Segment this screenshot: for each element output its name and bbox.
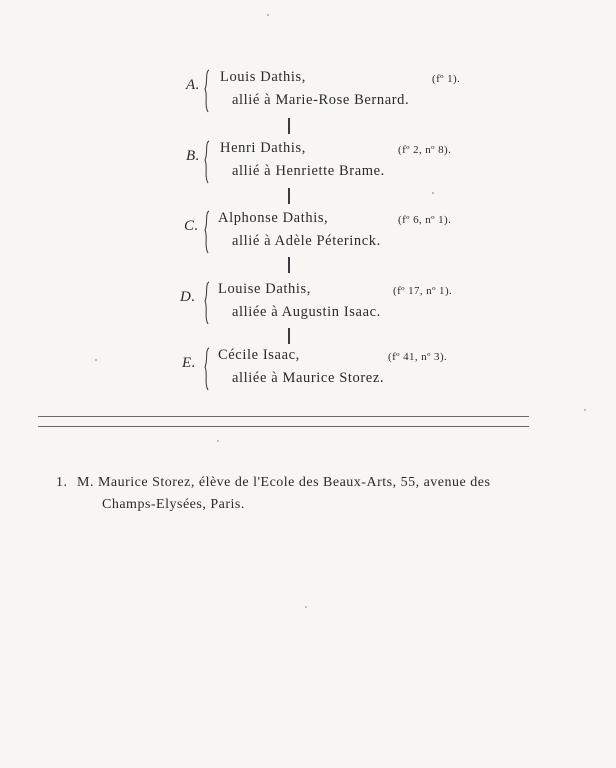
scan-speck bbox=[584, 409, 586, 411]
entry-letter: E. bbox=[182, 355, 196, 371]
genealogy-entry-c bbox=[0, 210, 616, 258]
brace-icon bbox=[203, 140, 211, 184]
footnote-text-line1: M. Maurice Storez, élève de l'Ecole des Beaux-Arts, 55, avenue des bbox=[77, 475, 491, 490]
entry-letter: B. bbox=[186, 148, 200, 164]
scan-speck bbox=[432, 192, 434, 194]
genealogy-entry-a bbox=[0, 69, 616, 117]
scan-speck bbox=[305, 606, 307, 608]
brace-icon bbox=[203, 281, 211, 325]
brace-icon bbox=[203, 210, 211, 254]
entry-name: Cécile Isaac, bbox=[218, 347, 300, 363]
brace-icon bbox=[203, 69, 211, 113]
entry-letter: A. bbox=[186, 77, 200, 93]
entry-name: Alphonse Dathis, bbox=[218, 210, 329, 226]
entry-reference: (fº 41, nº 3). bbox=[388, 351, 448, 363]
genealogy-entry-b bbox=[0, 140, 616, 188]
lineage-connector bbox=[288, 257, 290, 273]
entry-alliance: alliée à Augustin Isaac. bbox=[232, 304, 381, 320]
lineage-connector bbox=[288, 188, 290, 204]
genealogy-entry-e bbox=[0, 347, 616, 395]
entry-letter: D. bbox=[180, 289, 196, 305]
brace-icon bbox=[203, 347, 211, 391]
separator-rule-bottom bbox=[38, 426, 529, 427]
entry-reference: (fº 2, nº 8). bbox=[398, 144, 452, 156]
entry-name: Henri Dathis, bbox=[220, 140, 306, 156]
entry-alliance: allié à Henriette Brame. bbox=[232, 163, 385, 179]
footnote-number: 1. bbox=[56, 475, 68, 490]
entry-alliance: allié à Marie-Rose Bernard. bbox=[232, 92, 410, 108]
footnote-text-line2: Champs-Elysées, Paris. bbox=[102, 497, 245, 512]
entry-alliance: allié à Adèle Péterinck. bbox=[232, 233, 381, 249]
lineage-connector bbox=[288, 118, 290, 134]
entry-name: Louise Dathis, bbox=[218, 281, 311, 297]
scan-speck bbox=[267, 14, 269, 16]
entry-reference: (fº 6, nº 1). bbox=[398, 214, 452, 226]
genealogy-entry-d bbox=[0, 281, 616, 329]
entry-name: Louis Dathis, bbox=[220, 69, 306, 85]
scan-speck bbox=[217, 440, 219, 442]
entry-alliance: alliée à Maurice Storez. bbox=[232, 370, 385, 386]
entry-reference: (fº 1). bbox=[432, 73, 461, 85]
separator-rule-top bbox=[38, 416, 529, 417]
footnote bbox=[56, 472, 532, 516]
entry-reference: (fº 17, nº 1). bbox=[393, 285, 453, 297]
lineage-connector bbox=[288, 328, 290, 344]
entry-letter: C. bbox=[184, 218, 199, 234]
